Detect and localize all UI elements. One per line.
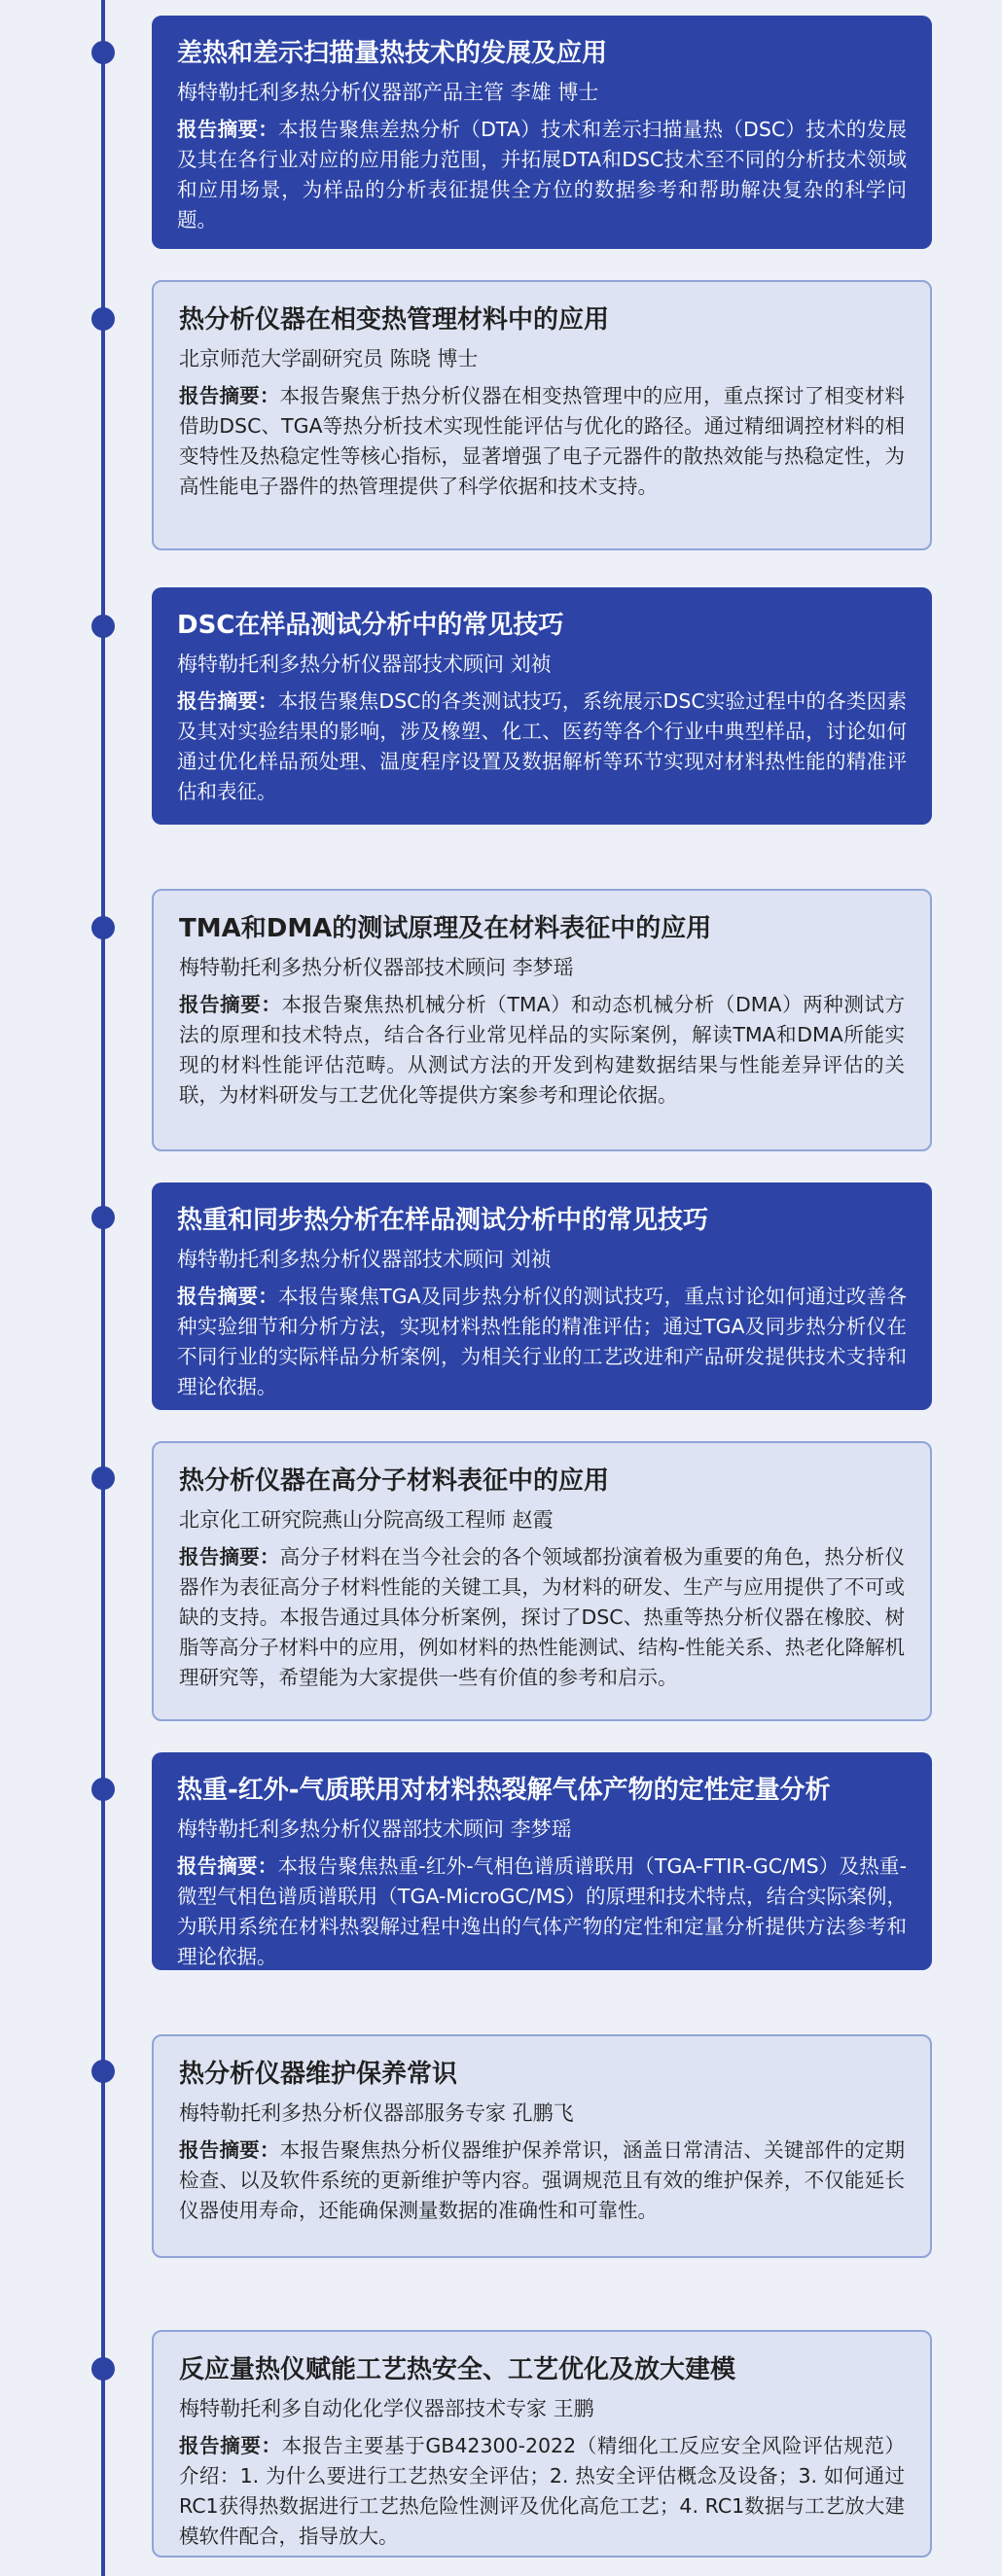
abstract-text: 高分子材料在当今社会的各个领域都扮演着极为重要的角色，热分析仪器作为表征高分子材料性能的关键工具，为材料的研发、生产与应用提供了不可或缺的支持。本报告通过具体分析案例，探讨了DSC、热重等热分析仪器在橡胶、树脂等高分子材料中的应用，例如材料的热性能测试、结构-性能关系、热老化降解机理研究等，希望能为大家提供一些有价值的参考和启示。 [179, 1545, 906, 1689]
timeline-dot [91, 2357, 115, 2381]
talk-abstract [179, 2135, 905, 2226]
talk-card [152, 2034, 932, 2258]
abstract-label: 报告摘要： [179, 2138, 280, 2162]
abstract-text: 本报告聚焦DSC的各类测试技巧，系统展示DSC实验过程中的各类因素及其对实验结果的影响，涉及橡塑、化工、医药等各个行业中典型样品，讨论如何通过优化样品预处理、温度程序设置及数据解析等环节实现对材料热性能的精准评估和表征。 [177, 689, 907, 803]
talk-card [152, 889, 932, 1151]
talk-abstract [177, 115, 907, 235]
timeline-dot [91, 2060, 115, 2083]
talk-card [152, 1182, 932, 1410]
abstract-label: 报告摘要： [177, 1285, 279, 1308]
talk-speaker: 梅特勒托利多热分析仪器部产品主管 李雄 博士 [177, 81, 599, 104]
abstract-label: 报告摘要： [177, 689, 278, 713]
talk-title: 热重和同步热分析在样品测试分析中的常见技巧 [177, 1206, 709, 1235]
talk-title: 热重-红外-气质联用对材料热裂解气体产物的定性定量分析 [177, 1776, 831, 1805]
talk-title: 热分析仪器维护保养常识 [179, 2060, 458, 2089]
abstract-text: 本报告主要基于GB42300-2022（精细化工反应安全风险评估规范）介绍：1. 为什么要进行工艺热安全评估；2. 热安全评估概念及设备；3. 如何通过RC1获得热数据进行工艺热危险性测评及优化高危工艺；4. RC1数据与工艺放大建模软件配合，指导放大。 [179, 2434, 906, 2548]
talk-abstract [177, 687, 907, 807]
talk-abstract [177, 1852, 907, 1972]
abstract-label: 报告摘要： [179, 1545, 280, 1569]
talk-speaker: 梅特勒托利多热分析仪器部技术顾问 李梦瑶 [179, 956, 574, 979]
timeline-dot [91, 615, 115, 638]
talk-title: 反应量热仪赋能工艺热安全、工艺优化及放大建模 [179, 2355, 736, 2384]
talk-card [152, 2330, 932, 2558]
talk-title: DSC在样品测试分析中的常见技巧 [177, 611, 564, 640]
abstract-text: 本报告聚焦差热分析（DTA）技术和差示扫描量热（DSC）技术的发展及其在各行业对应的应用能力范围，并拓展DTA和DSC技术至不同的分析技术领域和应用场景，为样品的分析表征提供全方位的数据参考和帮助解决复杂的科学问题。 [177, 118, 908, 231]
abstract-label: 报告摘要： [179, 2434, 282, 2457]
talk-abstract [179, 1542, 905, 1693]
talk-card [152, 16, 932, 249]
abstract-text: 本报告聚焦热机械分析（TMA）和动态机械分析（DMA）两种测试方法的原理和技术特点，结合各行业常见样品的实际案例，解读TMA和DMA所能实现的材料性能评估范畴。从测试方法的开发到构建数据结果与性能差异评估的关联，为材料研发与工艺优化等提供方案参考和理论依据。 [179, 993, 905, 1107]
talk-card [152, 280, 932, 550]
talk-speaker: 梅特勒托利多自动化化学仪器部技术专家 王鹏 [179, 2397, 594, 2420]
talk-title: TMA和DMA的测试原理及在材料表征中的应用 [179, 914, 712, 943]
talk-speaker: 梅特勒托利多热分析仪器部技术顾问 刘祯 [177, 1248, 552, 1271]
abstract-text: 本报告聚焦于热分析仪器在相变热管理中的应用，重点探讨了相变材料借助DSC、TGA等热分析技术实现性能评估与优化的路径。通过精细调控材料的相变特性及热稳定性等核心指标，显著增强了电子元器件的散热效能与热稳定性，为高性能电子器件的热管理提供了科学依据和技术支持。 [179, 384, 906, 498]
timeline-dot [91, 41, 115, 64]
timeline-dot [91, 1206, 115, 1229]
talk-speaker: 梅特勒托利多热分析仪器部技术顾问 刘祯 [177, 653, 552, 676]
abstract-text: 本报告聚焦热分析仪器维护保养常识，涵盖日常清洁、关键部件的定期检查、以及软件系统的更新维护等内容。强调规范且有效的维护保养，不仅能延长仪器使用寿命，还能确保测量数据的准确性和可靠性。 [179, 2138, 906, 2222]
timeline-dot [91, 307, 115, 331]
talk-abstract [177, 1282, 907, 1402]
talk-title: 热分析仪器在相变热管理材料中的应用 [179, 305, 610, 335]
timeline-line [101, 0, 105, 2576]
talk-speaker: 北京师范大学副研究员 陈晓 博士 [179, 347, 479, 371]
talk-speaker: 梅特勒托利多热分析仪器部服务专家 孔鹏飞 [179, 2101, 574, 2125]
talk-abstract [179, 2431, 905, 2552]
talk-card [152, 1752, 932, 1970]
talk-title: 差热和差示扫描量热技术的发展及应用 [177, 39, 608, 68]
talk-abstract [179, 990, 905, 1111]
abstract-label: 报告摘要： [177, 118, 279, 141]
talk-speaker: 北京化工研究院燕山分院高级工程师 赵霞 [179, 1508, 554, 1532]
abstract-label: 报告摘要： [179, 384, 280, 407]
abstract-label: 报告摘要： [177, 1854, 278, 1878]
talk-speaker: 梅特勒托利多热分析仪器部技术顾问 李梦瑶 [177, 1817, 572, 1841]
timeline-dot [91, 1778, 115, 1801]
abstract-text: 本报告聚焦TGA及同步热分析仪的测试技巧，重点讨论如何通过改善各种实验细节和分析方法，实现材料热性能的精准评估；通过TGA及同步热分析仪在不同行业的实际样品分析案例，为相关行业的工艺改进和产品研发提供技术支持和理论依据。 [177, 1285, 908, 1398]
talk-title: 热分析仪器在高分子材料表征中的应用 [179, 1466, 610, 1496]
talk-card [152, 1441, 932, 1721]
abstract-text: 本报告聚焦热重-红外-气相色谱质谱联用（TGA-FTIR-GC/MS）及热重-微型气相色谱质谱联用（TGA-MicroGC/MS）的原理和技术特点，结合实际案例，为联用系统在材料热裂解过程中逸出的气体产物的定性和定量分析提供方法参考和理论依据。 [177, 1854, 908, 1968]
timeline-dot [91, 1466, 115, 1490]
timeline-dot [91, 916, 115, 939]
talk-card [152, 587, 932, 825]
abstract-label: 报告摘要： [179, 993, 282, 1016]
talk-abstract [179, 381, 905, 502]
